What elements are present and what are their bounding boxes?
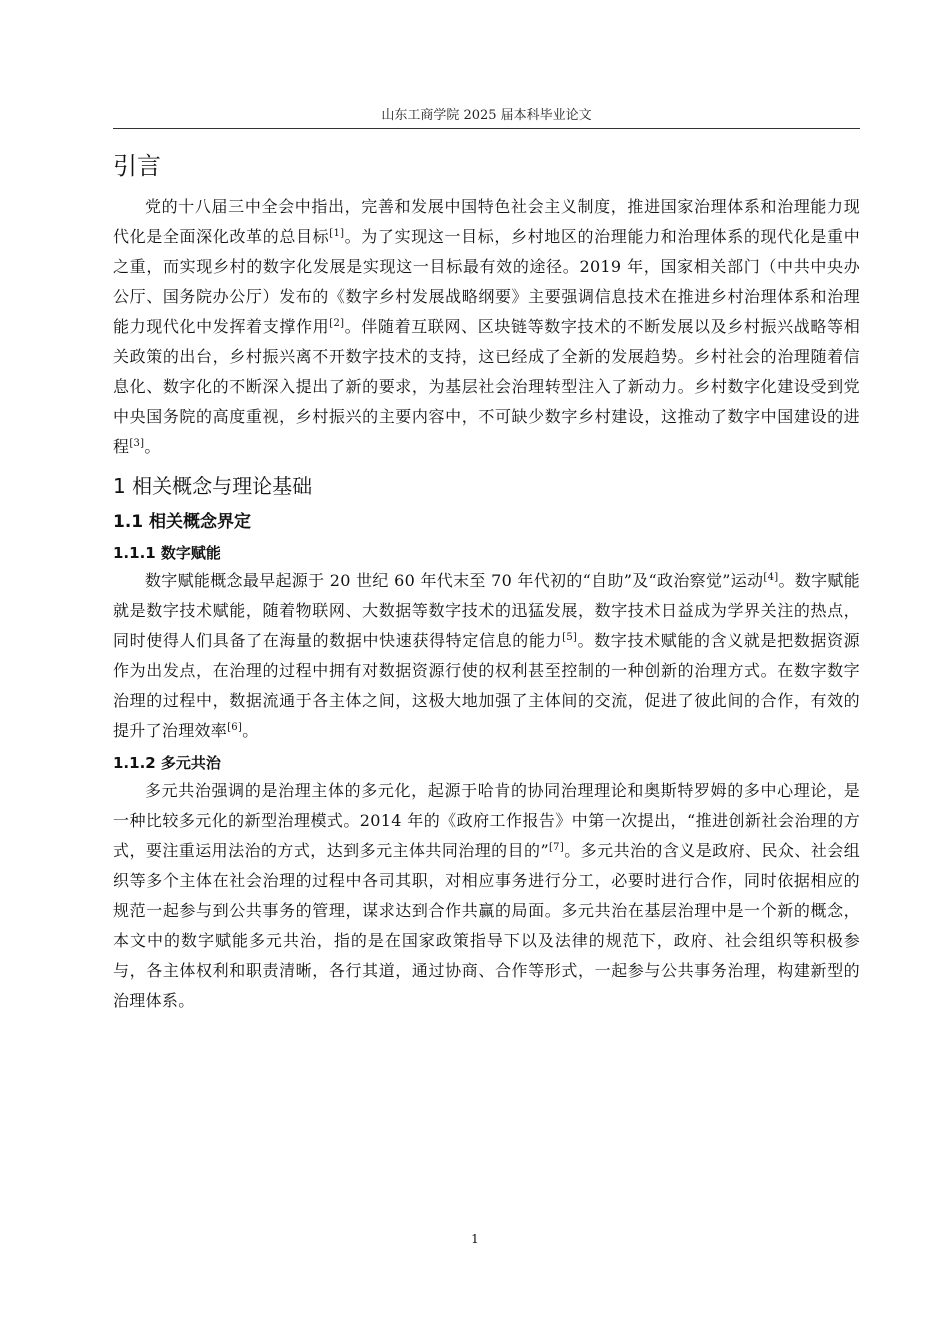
paragraph-text: 。为了实现这一目标，乡村地区的治理能力和治理体系的现代化是重中之重，而实现乡村的数字化发展是实现这一目标最有效的途径。2019 年，国家相关部门（中共中央办公厅、国务院办公厅）发布的《数字乡村发展战略纲要》主要强调信息技术在推进乡村治理体系和治理能力现代化中发挥着支撑作用 xyxy=(113,227,860,336)
page-number: 1 xyxy=(471,1232,479,1246)
intro-heading: 引言 xyxy=(113,152,161,180)
digital-empowerment-paragraph xyxy=(113,566,860,746)
chapter-1-heading: 1 相关概念与理论基础 xyxy=(113,474,313,498)
paragraph-text: 多元共治强调的是治理主体的多元化，起源于哈肯的协同治理理论和奥斯特罗姆的多中心理论，是一种比较多元化的新型治理模式。2014 年的《政府工作报告》中第一次提出，“推进创新社会治理的方式，要注重运用法治的方式，达到多元主体共同治理的目的” xyxy=(113,781,860,860)
paragraph-text: 党的十八届三中全会中指出，完善和发展中国特色社会主义制度，推进国家治理体系和治理能力现代化是全面深化改革的总目标 xyxy=(113,197,860,246)
paragraph-text: 。数字技术赋能的含义就是把数据资源作为出发点，在治理的过程中拥有对数据资源行使的权利甚至控制的一种创新的治理方式。在数字数字治理的过程中，数据流通于各主体之间，这极大地加强了主体间的交流，促进了彼此间的合作，有效的提升了治理效率 xyxy=(113,631,860,740)
header-rule xyxy=(113,128,860,129)
paragraph-text: 。 xyxy=(242,721,259,740)
citation-ref: [7] xyxy=(548,842,565,853)
paragraph-text: 。数字赋能就是数字技术赋能，随着物联网、大数据等数字技术的迅猛发展，数字技术日益成为学界关注的热点，同时使得人们具备了在海量的数据中快速获得特定信息的能力 xyxy=(113,571,860,650)
running-header: 山东工商学院 2025 届本科毕业论文 xyxy=(381,108,592,123)
paragraph-text: 。多元共治的含义是政府、民众、社会组织等多个主体在社会治理的过程中各司其职，对相应事务进行分工，必要时进行合作，同时依据相应的规范一起参与到公共事务的管理，谋求达到合作共赢的局面。多元共治在基层治理中是一个新的概念，本文中的数字赋能多元共治，指的是在国家政策指导下以及法律的规范下，政府、社会组织等积极参与，各主体权利和职责清晰，各行其道，通过协商、合作等形式，一起参与公共事务治理，构建新型的治理体系。 xyxy=(113,841,860,1010)
citation-ref: [4] xyxy=(763,572,779,583)
intro-paragraph xyxy=(113,192,860,462)
citation-ref: [5] xyxy=(562,632,578,643)
page-content xyxy=(113,142,860,1016)
subsection-1-1-2-heading: 1.1.2 多元共治 xyxy=(113,754,221,772)
paragraph-text: 。 xyxy=(144,437,161,456)
multi-governance-paragraph xyxy=(113,776,860,1016)
citation-ref: [6] xyxy=(227,722,243,733)
paragraph-text: 。伴随着互联网、区块链等数字技术的不断发展以及乡村振兴战略等相关政策的出台，乡村振兴离不开数字技术的支持，这已经成了全新的发展趋势。乡村社会的治理随着信息化、数字化的不断深入提出了新的要求，为基层社会治理转型注入了新动力。乡村数字化建设受到党中央国务院的高度重视，乡村振兴的主要内容中，不可缺少数字乡村建设，这推动了数字中国建设的进程 xyxy=(113,317,860,456)
citation-ref: [2] xyxy=(329,318,345,329)
citation-ref: [3] xyxy=(129,438,145,449)
citation-ref: [1] xyxy=(329,228,345,239)
section-1-1-heading: 1.1 相关概念界定 xyxy=(113,512,252,532)
subsection-1-1-1-heading: 1.1.1 数字赋能 xyxy=(113,544,221,562)
paragraph-text: 数字赋能概念最早起源于 20 世纪 60 年代末至 70 年代初的“自助”及“政治察觉”运动 xyxy=(145,571,764,590)
